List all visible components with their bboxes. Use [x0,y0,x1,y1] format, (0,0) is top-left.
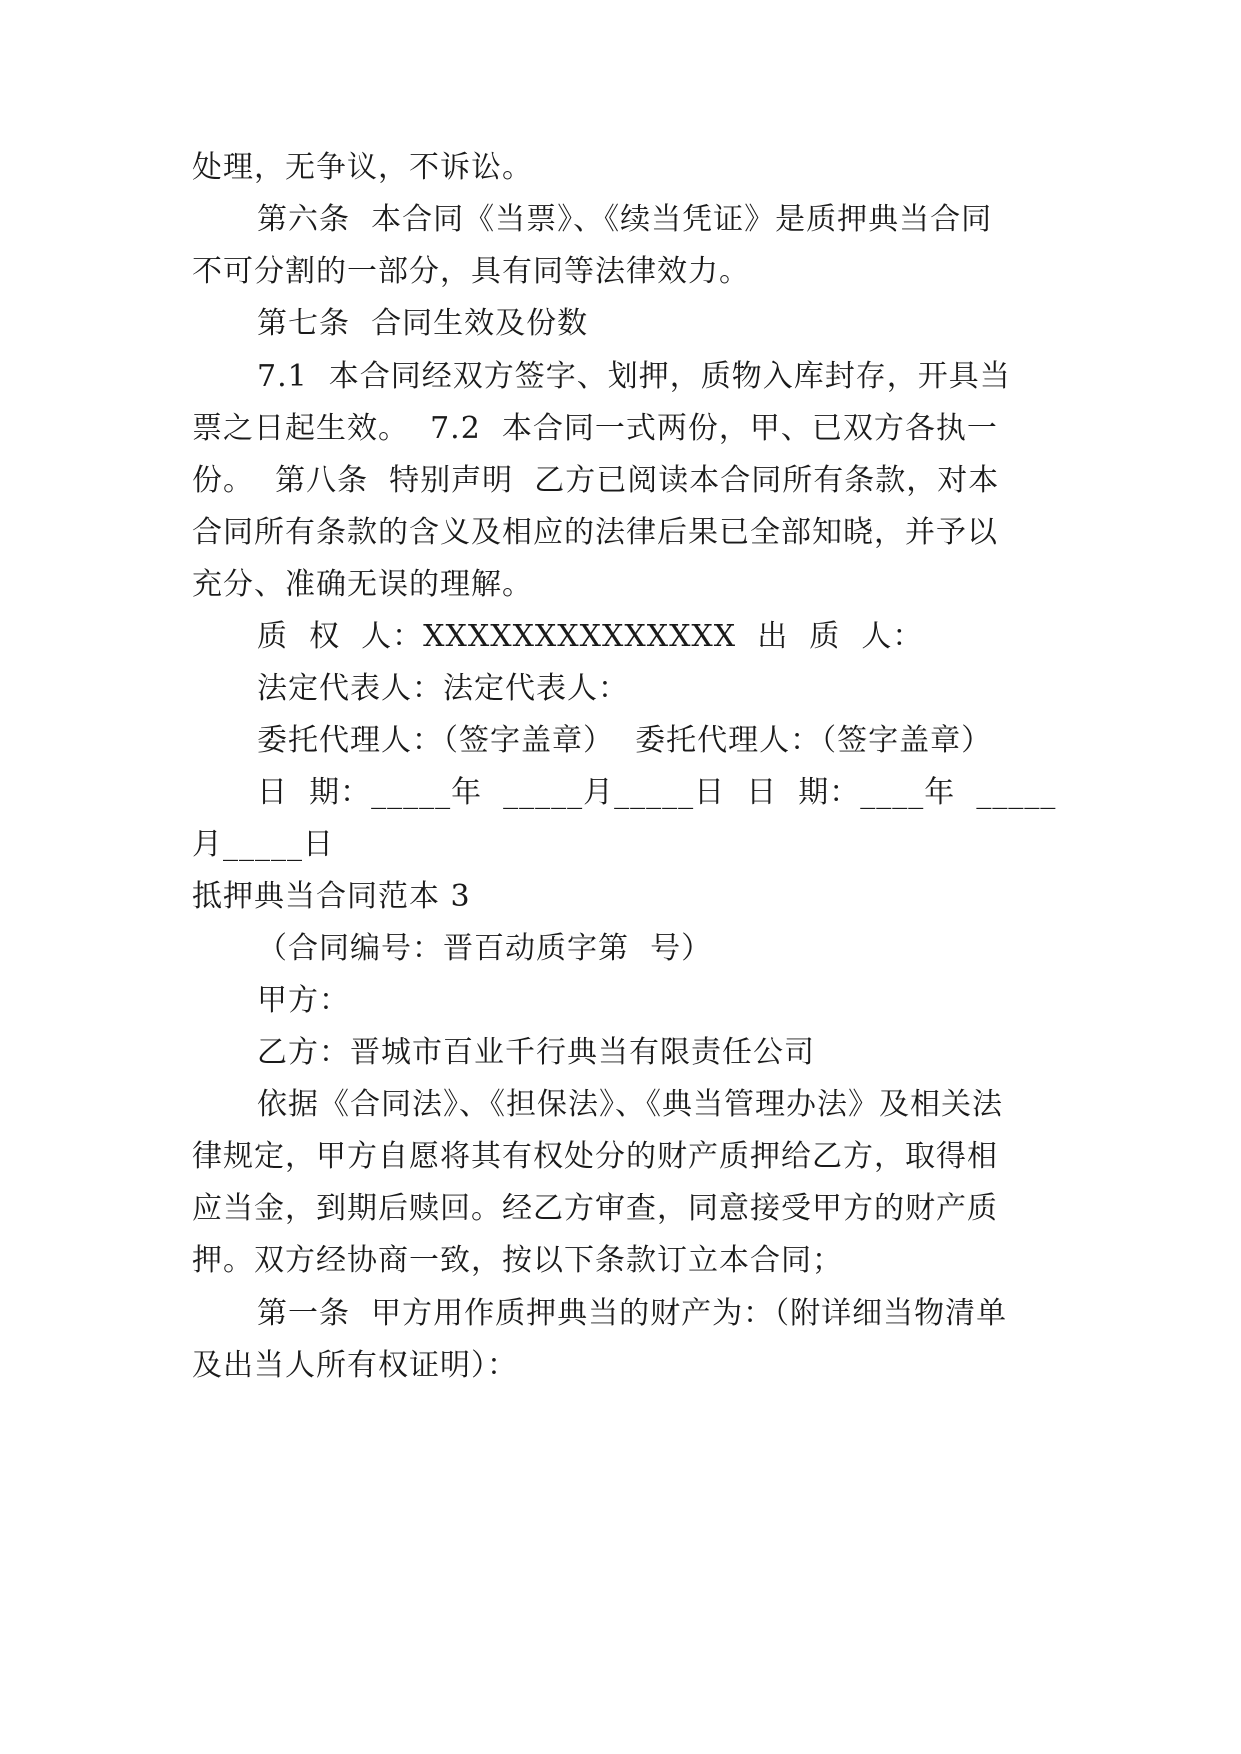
text-line: 及出当人所有权证明）： [192,1348,518,1383]
text-line: 票之日起生效。 7.2 本合同一式两份，甲、已双方各执一 [192,411,998,446]
party-b: 乙方：晋城市百业千行典当有限责任公司 [257,1035,815,1070]
text-line: 应当金，到期后赎回。经乙方审查，同意接受甲方的财产质 [192,1191,998,1226]
text-line: 合同所有条款的含义及相应的法律后果已全部知晓，并予以 [192,515,998,550]
clause-7-1-line: 7.1 本合同经双方签字、划押，质物入库封存，开具当 [257,359,1011,394]
article-1-line: 第一条 甲方用作质押典当的财产为：（附详细当物清单 [257,1296,1008,1331]
text-line: 份。 第八条 特别声明 乙方已阅读本合同所有条款，对本 [192,463,1000,498]
date-line: 日 期：_____年 _____月_____日 日 期：____年 _____ [257,775,1057,810]
text-line: 押。双方经协商一致，按以下条款订立本合同； [192,1243,843,1278]
text-line: 律规定，甲方自愿将其有权处分的财产质押给乙方，取得相 [192,1139,998,1174]
date-line-continued: 月_____日 [192,827,334,862]
text-line: 充分、准确无误的理解。 [192,567,533,602]
legal-rep-line: 法定代表人：法定代表人： [257,671,629,706]
preamble-line: 依据《合同法》、《担保法》、《典当管理办法》及相关法 [257,1087,1003,1122]
agent-line: 委托代理人：（签字盖章） 委托代理人：（签字盖章） [257,723,993,758]
text-line: 不可分割的一部分，具有同等法律效力。 [192,254,750,289]
pledgee-signature-line: 质 权 人：XXXXXXXXXXXXXX 出 质 人： [257,619,924,654]
text-line: 处理，无争议，不诉讼。 [192,150,533,185]
article-6-line: 第六条 本合同《当票》、《续当凭证》是质押典当合同 [257,202,993,237]
contract-number: （合同编号：晋百动质字第 号） [257,931,713,966]
section-title: 抵押典当合同范本 3 [192,879,471,914]
article-7-heading: 第七条 合同生效及份数 [257,306,589,341]
party-a: 甲方： [257,983,350,1018]
